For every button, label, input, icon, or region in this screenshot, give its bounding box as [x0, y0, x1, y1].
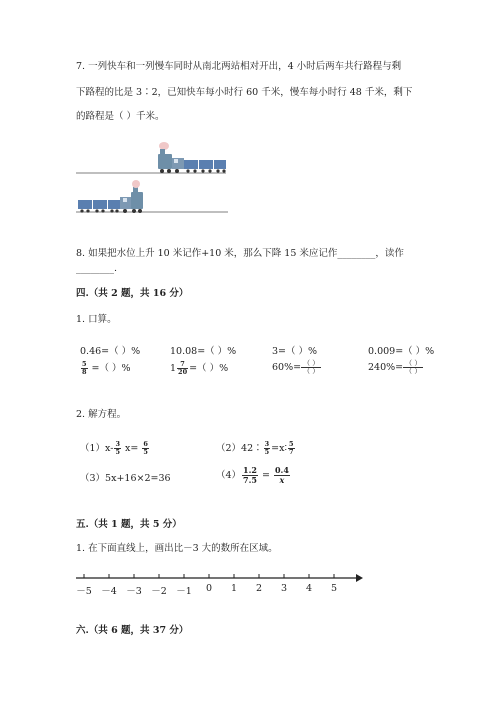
lower-train [78, 180, 143, 213]
oral-r2-c1: $\frac{5}{8}$ =（ ）% [82, 360, 131, 376]
oral-r1-c2: 10.08=（ ）% [170, 346, 237, 357]
number-line-tick-label: －4 [101, 586, 117, 597]
q7-line-1: 7. 一列快车和一列慢车同时从南北两站相对开出，4 小时后两车共行路程与剩 [76, 61, 402, 72]
arrow-right-icon [356, 574, 363, 582]
upper-smoke [159, 142, 169, 150]
frac-0.4-x: $\frac{0.4}{x}$ [274, 465, 289, 485]
q7-line-3: 的路程是（ ）千米。 [76, 111, 165, 122]
number-line-tick-label: －2 [151, 586, 167, 597]
frac-1.2-7.5: $\frac{1.2}{7.5}$ [243, 465, 257, 485]
number-line-labels [74, 583, 364, 597]
section-6-title: 六.（共 6 题，共 37 分） [76, 625, 189, 636]
oral-r1-c3: 3=（ ）% [272, 346, 318, 357]
frac-5-7: $\frac{5}{7}$ [288, 440, 294, 456]
q8-line-2: ________. [76, 263, 118, 274]
paren-fraction: $\frac{( )}{( )}$ [405, 359, 422, 375]
oral-r1-c4: 0.009=（ ）% [368, 346, 435, 357]
oral-r2-c4: 240%= $\frac{( )}{( )}$ [368, 359, 422, 375]
frac-7-20: $\frac{7}{20}$ [178, 360, 188, 376]
section-4-title: 四.（共 2 题，共 16 分） [76, 288, 189, 299]
frac-3-5: $\frac{3}{5}$ [264, 440, 270, 456]
section-5-title: 五.（共 1 题，共 5 分） [76, 519, 182, 530]
lower-smoke [132, 180, 140, 188]
number-line-tick-label: －5 [76, 586, 92, 597]
oral-r1-c1: 0.46=（ ）% [80, 346, 141, 357]
number-line-tick-label: 5 [330, 583, 338, 594]
frac-6-5: $\frac{6}{5}$ [143, 440, 148, 456]
frac-5-8: $\frac{5}{8}$ [82, 360, 87, 376]
paren-fraction: $\frac{( )}{( )}$ [303, 359, 320, 375]
number-line-tick-label: 1 [230, 583, 238, 594]
number-line-tick-label: －1 [176, 586, 192, 597]
trains-illustration [76, 140, 236, 220]
equation-3: （3）5x+16×2=36 [80, 473, 171, 484]
number-line-tick-label: 3 [280, 583, 288, 594]
equation-title: 2. 解方程。 [76, 409, 127, 420]
frac-3-5: $\frac{3}{5}$ [115, 440, 120, 456]
equation-4: （4） $\frac{1.2}{7.5}$ = $\frac{0.4}{x}$ [216, 465, 289, 485]
equation-2: （2）42∶ $\frac{3}{5}$ =x∶ $\frac{5}{7}$ [216, 440, 294, 456]
equation-1: （1）x- $\frac{3}{5}$ x= $\frac{6}{5}$ [80, 440, 148, 456]
number-line-tick-label: 2 [255, 583, 263, 594]
oral-r2-c2: 1 $\frac{7}{20}$ =（ ）% [170, 360, 229, 376]
number-line-tick-label: 0 [205, 583, 213, 594]
q8-line-1: 8. 如果把水位上升 10 米记作+10 米，那么下降 15 米应记作________，读作 [76, 248, 404, 259]
number-line-tick-label: 4 [305, 583, 313, 594]
oral-calc-title: 1. 口算。 [76, 314, 117, 325]
q7-line-2: 下路程的比是 3∶2，已知快车每小时行 60 千米，慢车每小时行 48 千米，剩下 [76, 87, 413, 98]
upper-train [158, 142, 226, 173]
numberline-prompt: 1. 在下面直线上，画出比－3 大的数所在区域。 [76, 543, 278, 554]
number-line-tick-label: －3 [126, 586, 142, 597]
oral-r2-c3: 60%= $\frac{( )}{( )}$ [272, 359, 320, 375]
